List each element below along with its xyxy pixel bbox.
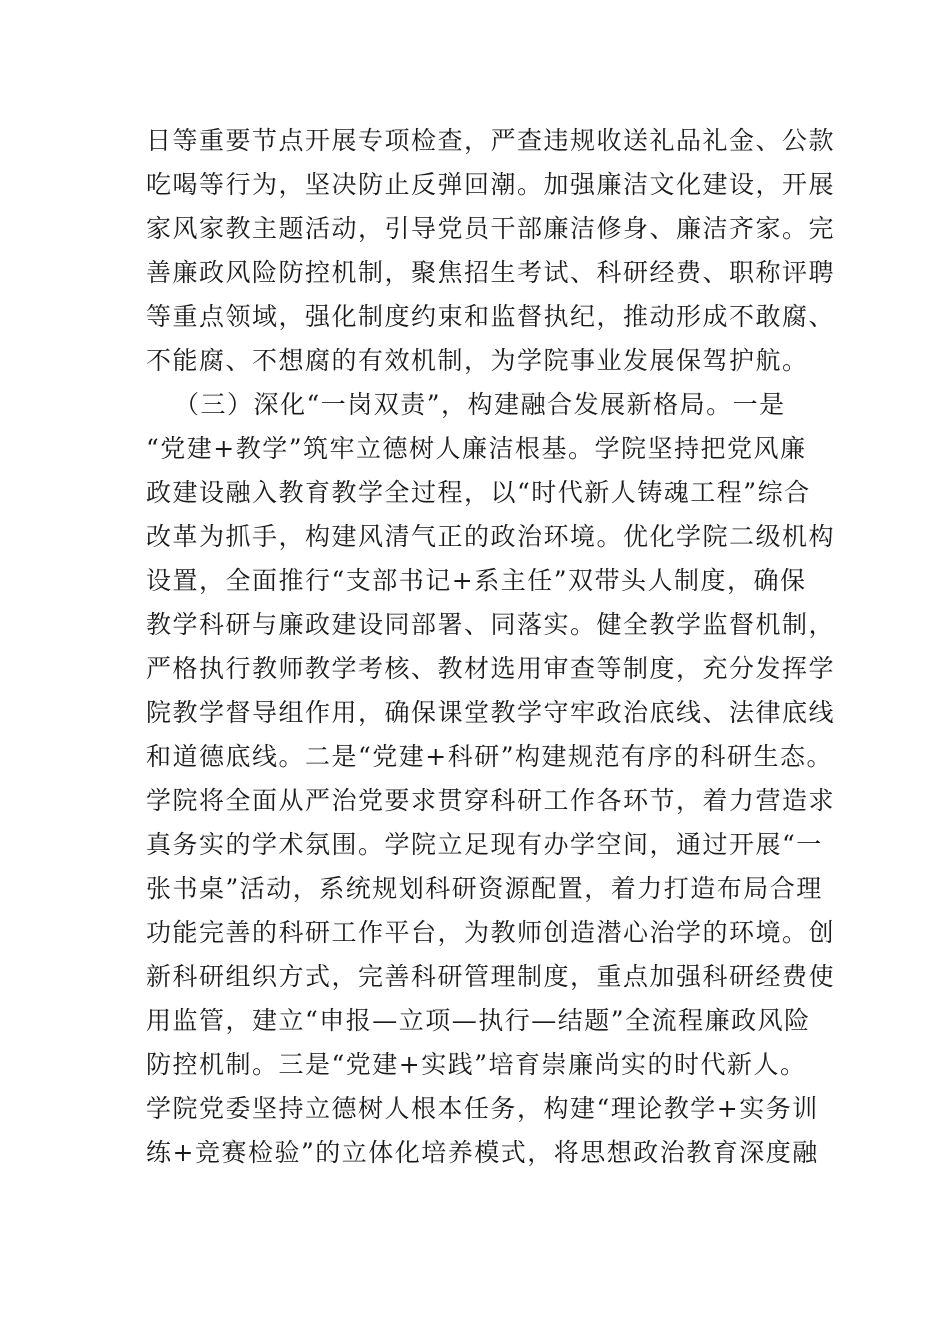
text-line: 等重点领域，强化制度约束和监督执纪，推动形成不敢腐、 (146, 302, 836, 331)
text-line: 设置，全面推行“支部书记+系主任”双带头人制度，确保 (146, 566, 807, 595)
text-line: 用监管，建立“申报—立项—执行—结题”全流程廉政风险 (146, 1006, 811, 1035)
text-line: 真务实的学术氛围。学院立足现有办学空间，通过开展“一 (146, 830, 823, 859)
text-line: 吃喝等行为，坚决防止反弹回潮。加强廉洁文化建设，开展 (146, 170, 836, 199)
text-line: 院教学督导组作用，确保课堂教学守牢政治底线、法律底线 (146, 698, 836, 727)
section-heading-line: （三）深化“一岗双责”，构建融合发展新格局。一是 (174, 390, 786, 419)
text-line: 善廉政风险防控机制，聚焦招生考试、科研经费、职称评聘 (146, 258, 836, 287)
text-line: 张书桌”活动，系统规划科研资源配置，着力打造布局合理 (146, 874, 823, 903)
text-line: 教学科研与廉政建设同部署、同落实。健全教学监督机制， (146, 610, 836, 639)
text-line: 防控机制。三是“党建+实践”培育崇廉尚实的时代新人。 (146, 1050, 807, 1079)
text-line: 学院将全面从严治党要求贯穿科研工作各环节，着力营造求 (146, 786, 836, 815)
text-line: 新科研组织方式，完善科研管理制度，重点加强科研经费使 (146, 962, 836, 991)
text-line: 日等重要节点开展专项检查，严查违规收送礼品礼金、公款 (146, 126, 836, 155)
text-line: 家风家教主题活动，引导党员干部廉洁修身、廉洁齐家。完 (146, 214, 836, 243)
text-line: 严格执行教师教学考核、教材选用审查等制度，充分发挥学 (146, 654, 836, 683)
text-line: 和道德底线。二是“党建+科研”构建规范有序的科研生态。 (146, 742, 834, 771)
text-line: 改革为抓手，构建风清气正的政治环境。优化学院二级机构 (146, 522, 836, 551)
text-line: 学院党委坚持立德树人根本任务，构建“理论教学+实务训 (146, 1094, 819, 1123)
text-line: 练+竞赛检验”的立体化培养模式，将思想政治教育深度融 (146, 1138, 819, 1167)
text-line: 不能腐、不想腐的有效机制，为学院事业发展保驾护航。 (146, 346, 809, 375)
text-line: “党建+教学”筑牢立德树人廉洁根基。学院坚持把党风廉 (146, 434, 807, 463)
text-line: 政建设融入教育教学全过程，以“时代新人铸魂工程”综合 (146, 478, 811, 507)
text-line: 功能完善的科研工作平台，为教师创造潜心治学的环境。创 (146, 918, 836, 947)
